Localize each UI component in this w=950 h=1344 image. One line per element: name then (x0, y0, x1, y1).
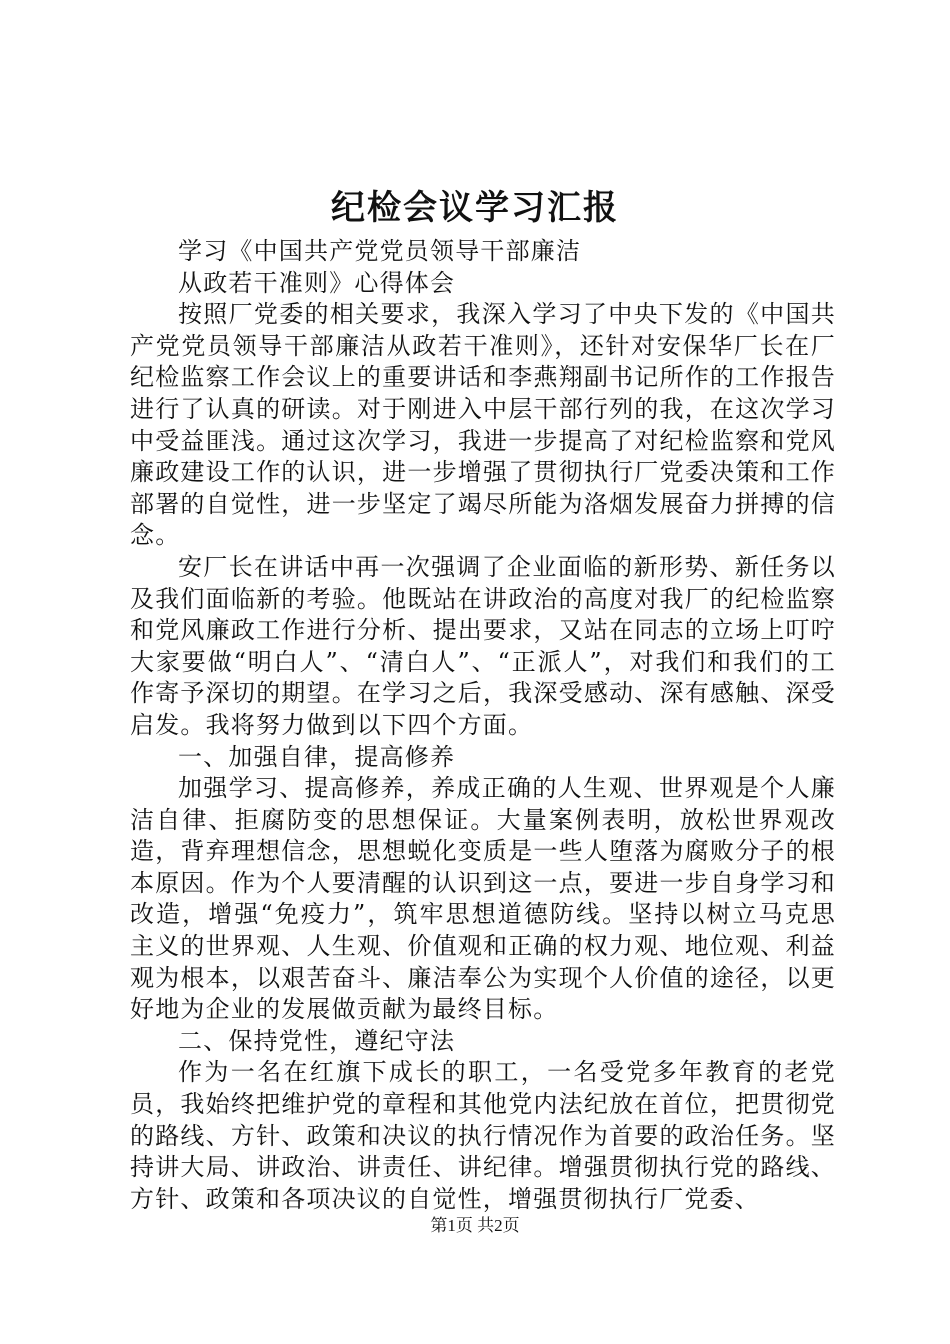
paragraph: 安厂长在讲话中再一次强调了企业面临的新形势、新任务以及我们面临新的考验。他既站在讲政治的高度对我厂的纪检监察和党风廉政工作进行分析、提出要求，又站在同志的立场上叮咛大家要做“明白人”、“清白人”、“正派人”，对我们和我们的工作寄予深切的期望。在学习之后，我深受感动、深有感触、深受启发。我将努力做到以下四个方面。 (130, 552, 836, 739)
paragraph: 作为一名在红旗下成长的职工，一名受党多年教育的老党员，我始终把维护党的章程和其他党内法纪放在首位，把贯彻党的路线、方针、政策和决议的执行情况作为首要的政治任务。坚持讲大局、讲政治、讲责任、讲纪律。增强贯彻执行党的路线、方针、政策和各项决议的自觉性，增强贯彻执行厂党委、 (130, 1058, 836, 1213)
section-heading: 二、保持党性，遵纪守法 (178, 1026, 456, 1055)
subtitle-line: 从政若干准则》心得体会 (178, 268, 456, 297)
paragraph: 加强学习、提高修养，养成正确的人生观、世界观是个人廉洁自律、拒腐防变的思想保证。大量案例表明，放松世界观改造，背弃理想信念，思想蜕化变质是一些人堕落为腐败分子的根本原因。作为个人要清醒的认识到这一点，要进一步自身学习和改造，增强“免疫力”，筑牢思想道德防线。坚持以树立马克思主义的世界观、人生观、价值观和正确的权力观、地位观、利益观为根本，以艰苦奋斗、廉洁奉公为实现个人价值的途径，以更好地为企业的发展做贡献为最终目标。 (130, 774, 836, 1024)
page-number-footer: 第1页 共2页 (430, 1216, 520, 1235)
subtitle-line: 学习《中国共产党党员领导干部廉洁 (178, 237, 582, 265)
section-heading: 一、加强自律，提高修养 (178, 742, 456, 771)
document-body (130, 236, 836, 1215)
paragraph: 按照厂党委的相关要求，我深入学习了中央下发的《中国共产党党员领导干部廉洁从政若干准则》，还针对安保华厂长在厂纪检监察工作会议上的重要讲话和李燕翔副书记所作的工作报告进行了认真的研读。对于刚进入中层干部行列的我，在这次学习中受益匪浅。通过这次学习，我进一步提高了对纪检监察和党风廉政建设工作的认识，进一步增强了贯彻执行厂党委决策和工作部署的自觉性，进一步坚定了竭尽所能为洛烟发展奋力拼搏的信念。 (130, 300, 836, 550)
document-title: 纪检会议学习汇报 (331, 188, 619, 228)
